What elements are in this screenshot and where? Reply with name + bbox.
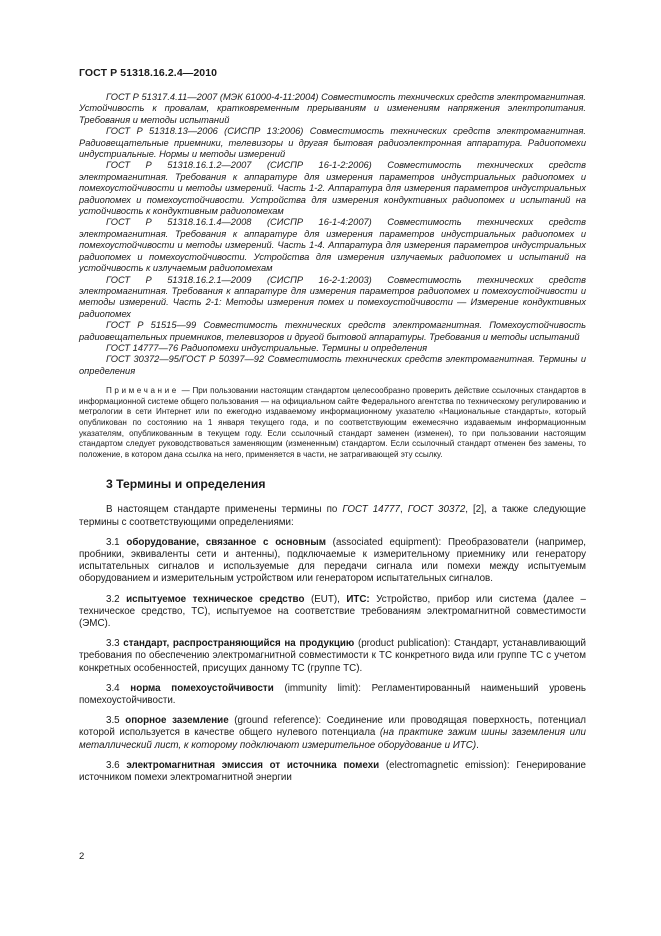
term-name: норма помехоустойчивости xyxy=(130,682,274,694)
term-name: стандарт, распространяющийся на продукцию xyxy=(123,638,355,650)
term-text: (ground reference): Соединение или проводящая поверхность, потенциал которой используется в качестве общего нулевого потенциала xyxy=(79,715,586,739)
term-text: Устройство, прибор или система (далее – техническое средство, ТС), испытуемое на соответствие требованиям электромагнитной совместимости (ЭМС). xyxy=(79,593,586,629)
page-number: 2 xyxy=(79,851,85,862)
reference-item: ГОСТ 30372—95/ГОСТ Р 50397—92 Совместимость технических средств электромагнитная. Термины и определения xyxy=(79,354,586,376)
page-content xyxy=(79,92,586,784)
term-number: 3.2 xyxy=(106,593,127,605)
intro-text: , [2], а также следующие термины с соответствующими определениями: xyxy=(79,504,586,528)
term-text: (associated equipment): Преобразователи (например, пробники, эквиваленты сети и антенны), подключаемые к измерительному приемнику или генератору испытательных сигналов и используемые для передачи сигнала или помехи между испытуемым оборудованием и измерительным устройством или генератором испытательных сигналов. xyxy=(79,536,587,585)
term-text: (immunity limit): Регламентированный наименьший уровень помехоустойчивости. xyxy=(79,682,586,706)
note-text: — При пользовании настоящим стандартом целесообразно проверить действие ссылочных стандартов в информационной системе общего пользования — на официальном сайте Федерального агентства по техническому регулированию и метрологии в сети Интернет или по ежегодно издаваемому информационному указателю «Национальные стандарты», который опубликован по состоянию на 1 января текущего года, и по соответствующим ежемесячно издаваемым информационным указателям, опубликованным в текущем году. Если ссылочный стандарт заменен (изменен), то при пользовании настоящим стандартом следует руководствоваться заменяющим (измененным) стандартом. Если ссылочный стандарт отменен без замены, то положение, в котором дана ссылка на него, применяется в части, не затрагивающей эту ссылку. xyxy=(79,386,586,459)
term-definition xyxy=(79,683,586,707)
running-header: ГОСТ Р 51318.16.2.4—2010 xyxy=(79,67,218,79)
term-number: 3.1 xyxy=(106,536,127,548)
reference-item: ГОСТ 14777—76 Радиопомехи индустриальные. Термины и определения xyxy=(106,342,428,353)
reference-item: ГОСТ Р 51318.16.1.4—2008 (СИСПР 16-1-4:2007) Совместимость технических средств электромагнитная. Требования к аппаратуре для измерения параметров индустриальных радиопомех и помехоустойчивости и методы измерений. Часть 1-4. Аппаратура для измерения параметров индустриальных радиопомех и помехоустойчивости. Устройства для измерения излучаемых радиопомех и испытаний на устойчивость к излучаемым радиопомехам xyxy=(79,217,586,274)
normative-references-list xyxy=(79,92,586,377)
term-text: (EUT), xyxy=(304,593,347,605)
term-number: 3.3 xyxy=(106,638,124,650)
term-text: (product publication): Стандарт, устанавливающий требования по обеспечению электромагнитной совместимости к ТС конкретного вида или группе ТС с учетом конкретных особенностей, присущих данному ТС (группе ТС). xyxy=(79,638,586,674)
note xyxy=(79,386,586,460)
term-number: 3.6 xyxy=(106,759,127,771)
term-text: . xyxy=(476,739,479,751)
reference-item: ГОСТ Р 51318.16.1.2—2007 (СИСПР 16-1-2:2006) Совместимость технических средств электромагнитная. Требования к аппаратуре для измерения параметров индустриальных радиопомех и помехоустойчивости и методы измерений. Часть 1-2. Аппаратура для измерения параметров индустриальных радиопомех и помехоустойчивости. Устройства для измерения кондуктивных радиопомех и испытаний на устойчивость к кондуктивным радиопомехам xyxy=(79,160,586,217)
term-name: испытуемое техническое средство xyxy=(126,593,305,605)
intro-ref: ГОСТ 30372 xyxy=(407,504,466,516)
note-label: Примечание xyxy=(106,386,179,396)
term-abbreviation: ИТС: xyxy=(346,593,370,605)
term-definition xyxy=(79,594,586,631)
term-name: оборудование, связанное с основным xyxy=(126,536,326,548)
term-name: электромагнитная эмиссия от источника помехи xyxy=(126,759,380,771)
intro-paragraph xyxy=(79,504,586,528)
reference-item: ГОСТ Р 51317.4.11—2007 (МЭК 61000-4-11:2004) Совместимость технических средств электромагнитная. Устойчивость к провалам, кратковременным прерываниям и изменениям напряжения электропитания. Требования и методы испытаний xyxy=(79,92,586,125)
term-text: (electromagnetic emission): Генерирование источником помехи электромагнитной энергии xyxy=(79,759,586,783)
term-definition xyxy=(79,760,586,784)
section-title: 3 Термины и определения xyxy=(106,477,266,492)
term-note: (на практике зажим шины заземления или металлический лист, к которому подключают измерительное оборудование и ИТС) xyxy=(79,727,587,751)
term-name: опорное заземление xyxy=(125,715,229,727)
term-definition xyxy=(79,638,586,675)
intro-text: В настоящем стандарте применены термины по xyxy=(106,504,343,516)
reference-item: ГОСТ Р 51318.16.2.1—2009 (СИСПР 16-2-1:2003) Совместимость технических средств электромагнитная. Требования к аппаратуре для измерения параметров радиопомех и помехоустойчивости и методы измерений. Часть 2-1: Методы измерения помех и помехоустойчивости — Измерение кондуктивных радиопомех xyxy=(79,274,586,319)
reference-item: ГОСТ Р 51318.13—2006 (СИСПР 13:2006) Совместимость технических средств электромагнитная. Радиовещательные приемники, телевизоры и другая бытовая радиоэлектронная аппаратура. Радиопомехи индустриальные. Нормы и методы измерений xyxy=(79,126,586,160)
intro-text: , xyxy=(399,504,408,516)
term-definition xyxy=(79,537,586,586)
term-number: 3.4 xyxy=(106,682,131,694)
intro-ref: ГОСТ 14777 xyxy=(342,504,400,516)
term-definition xyxy=(79,715,586,752)
reference-item: ГОСТ Р 51515—99 Совместимость технических средств электромагнитная. Помехоустойчивость радиовещательных приемников, телевизоров и другой бытовой аппаратуры. Требования и методы испытаний xyxy=(79,320,586,342)
term-number: 3.5 xyxy=(106,715,126,727)
